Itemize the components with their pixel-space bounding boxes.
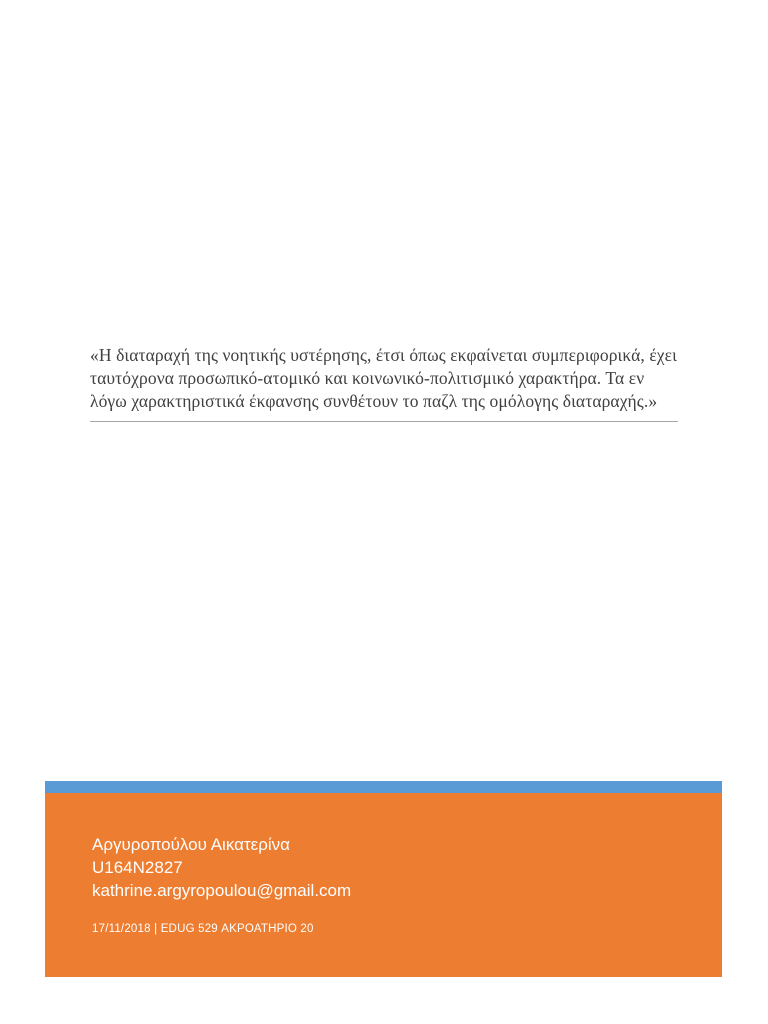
document-meta (92, 922, 722, 936)
author-email: kathrine.argyropoulou@gmail.com (92, 881, 352, 900)
footer-band (45, 781, 722, 977)
footer-accent-stripe (45, 781, 722, 793)
author-name: Αργυροπούλου Αικατερίνα (92, 835, 291, 854)
quote-block (90, 344, 678, 422)
document-date: 17/11/2018 (92, 923, 151, 935)
quote-text: «Η διαταραχή της νοητικής υστέρησης, έτσι όπως εκφαίνεται συμπεριφορικά, έχει ταυτόχρονα προσωπικό-ατομικό και κοινωνικό-πολιτισμικό χαρακτήρα. Τα εν λόγω χαρακτηριστικά έκφανσης συνθέτουν το παζλ της ομόλογης διαταραχής.» (90, 345, 677, 411)
course-code: EDUG 529 ΑΚΡΟΑΤΗΡΙΟ 20 (160, 923, 314, 935)
meta-separator: | (150, 923, 161, 935)
footer-body (45, 793, 722, 977)
student-id: U164N2827 (92, 858, 183, 877)
